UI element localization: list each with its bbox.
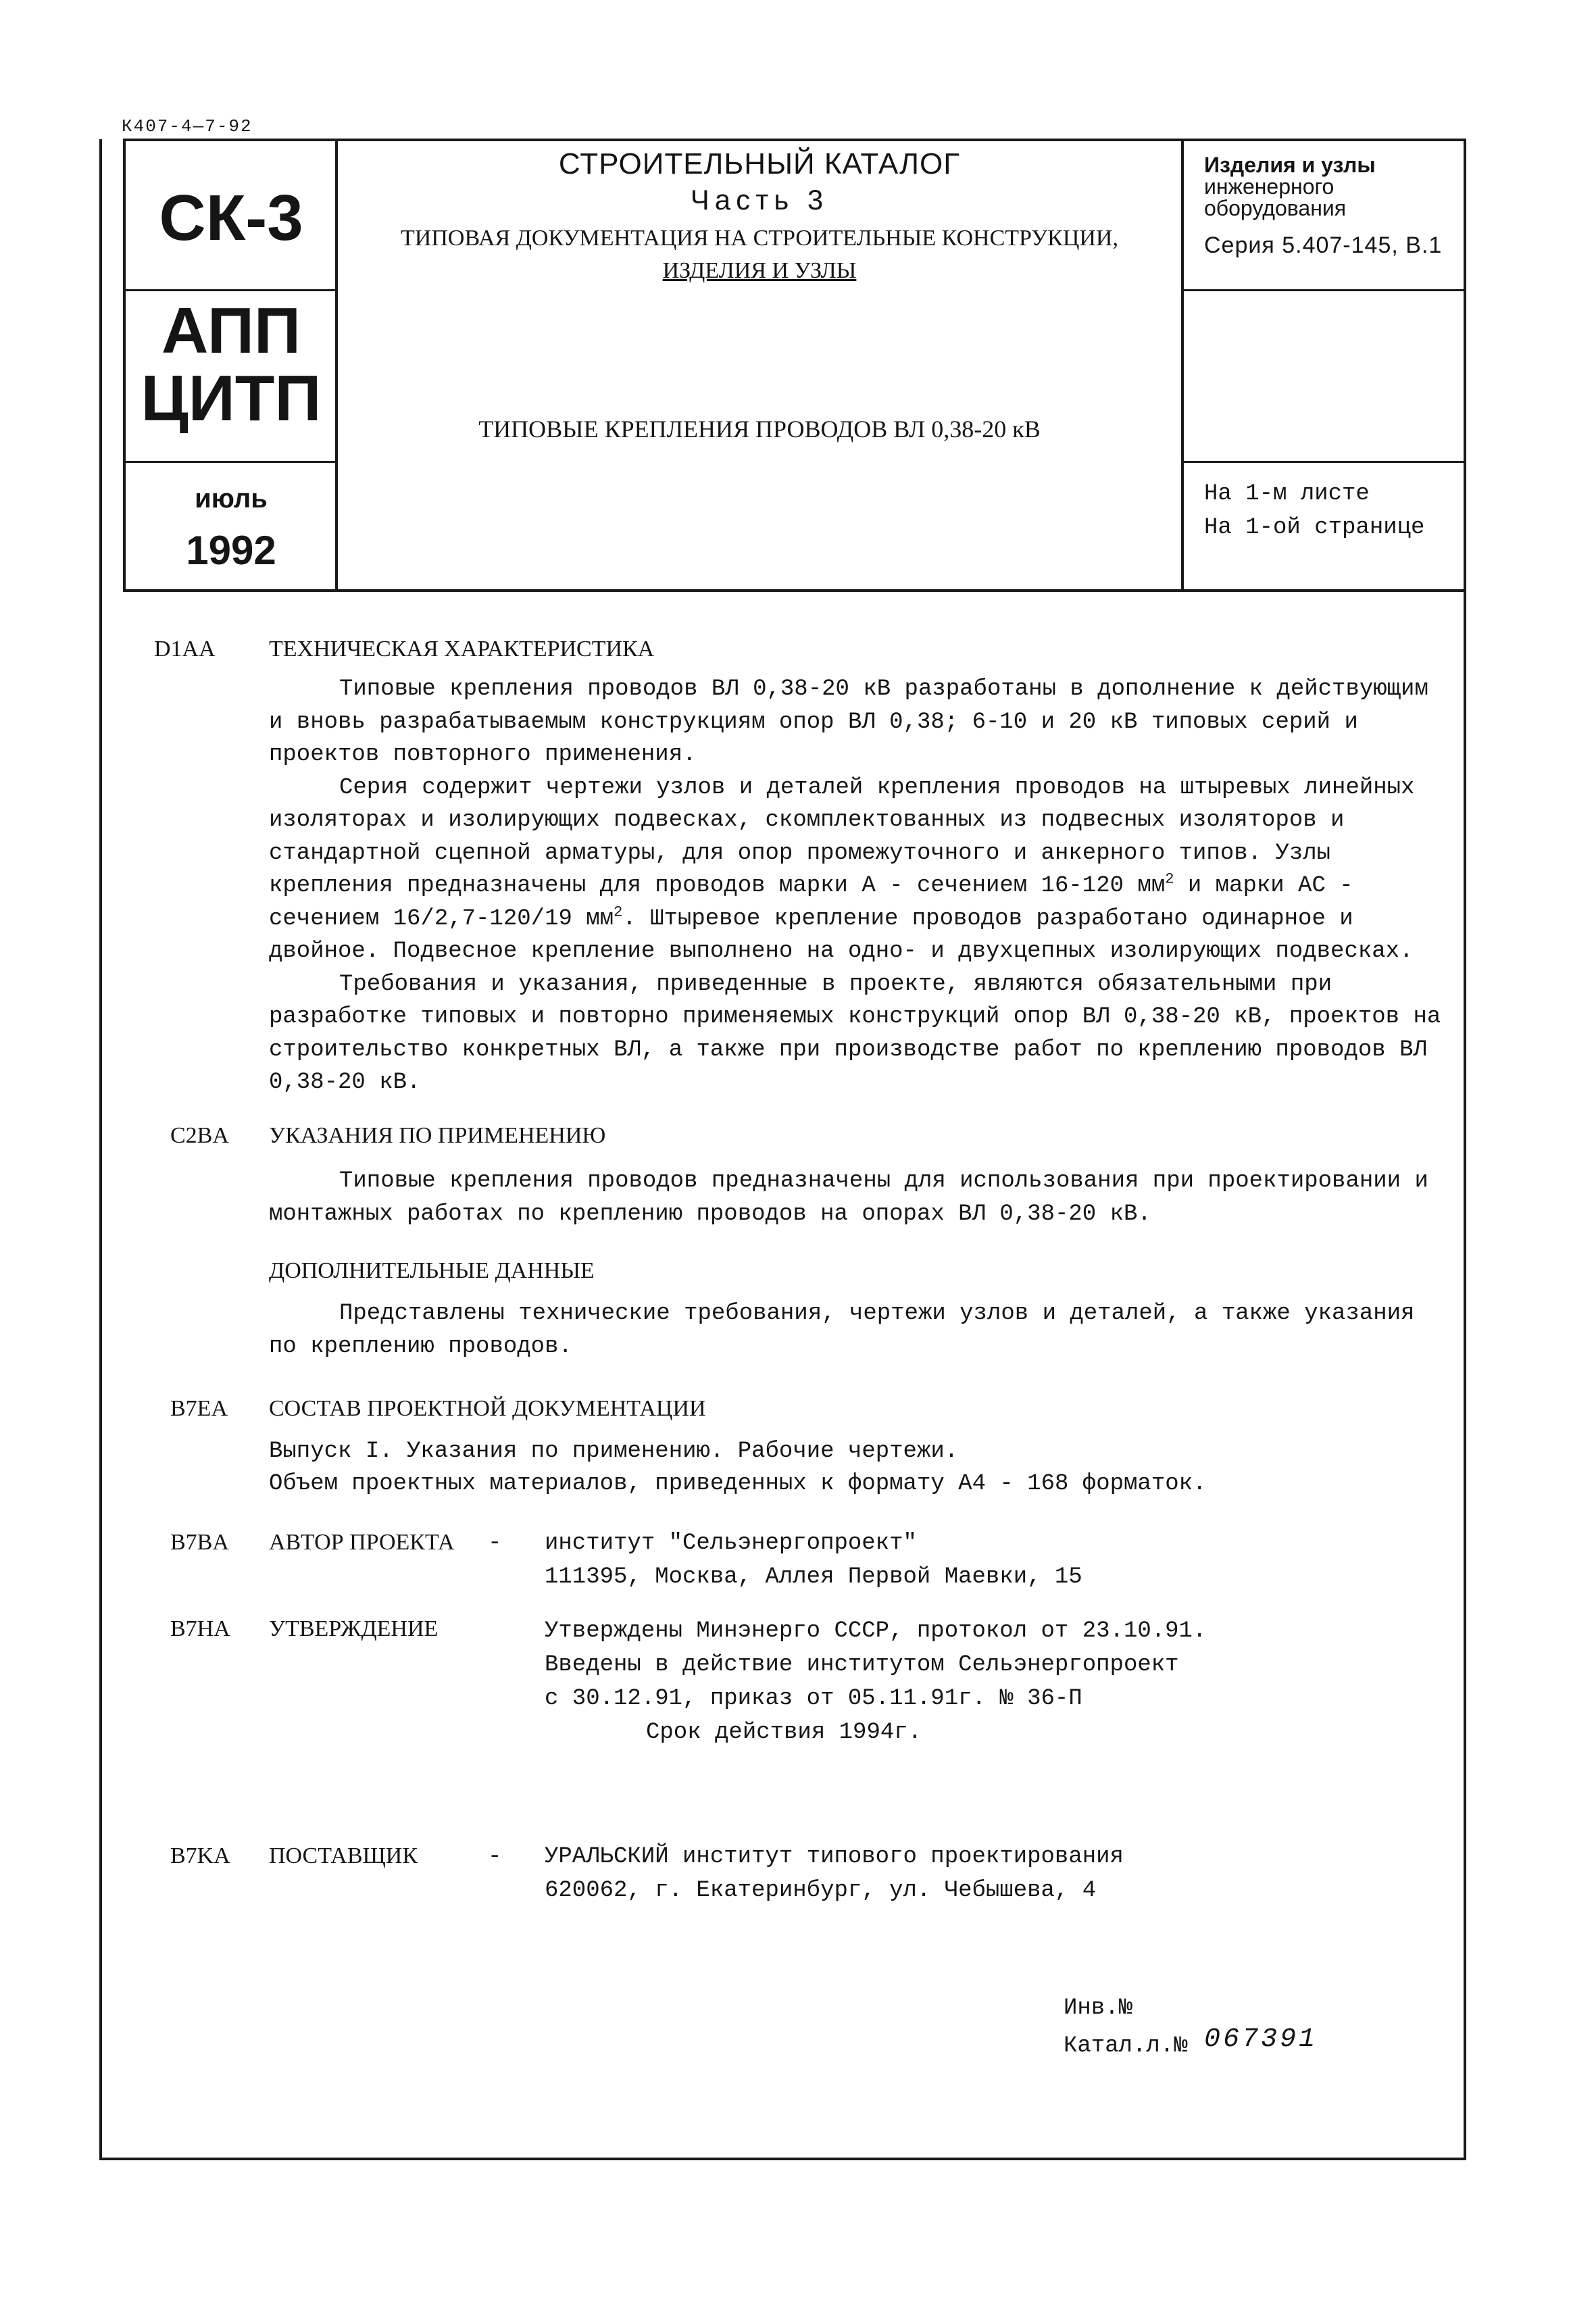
header-row2-right (1181, 461, 1465, 463)
year-label: 1992 (186, 528, 276, 573)
header-bottom (123, 589, 1466, 592)
header-row1-left (123, 289, 336, 291)
approval-line-1: Утверждены Минэнерго СССР, протокол от 23.10.91. (545, 1618, 1207, 1644)
usage-paragraph: Типовые крепления проводов предназначены для использования при проектировании и монтажных работах по креплению проводов на опорах ВЛ 0,38-20 кВ. (269, 1168, 1428, 1227)
tech-p2-part-c: . Штыревое крепление проводов разработано одинарное и двойное. Подвесное крепление выполнено на одно- и двухцепных изолирующих подвесках. (269, 905, 1414, 964)
section-title-author: АВТОР ПРОЕКТА (269, 1530, 455, 1555)
section-code-tech: D1AA (154, 637, 216, 662)
tech-paragraph-3: Требования и указания, приведенные в проекте, являются обязательными при разработке типовых и повторно применяемых конструкций опор ВЛ 0,38-20 кВ, проектов на строительство конкретных ВЛ, а также при производстве работ по креплению проводов ВЛ 0,38-20 кВ. (269, 971, 1441, 1095)
sk3-label: СК-3 (159, 182, 303, 254)
tech-p2-part-b: и марки АС - сечением 16/2,7-120/19 мм (269, 873, 1353, 932)
approval-line-3: с 30.12.91, приказ от 05.11.91г. № 36-П (545, 1686, 1082, 1712)
extra-paragraph: Представлены технические требования, чертежи узлов и деталей, а также указания по креплению проводов. (269, 1301, 1415, 1360)
docs-line-2: Объем проектных материалов, приведенных к формату А4 - 168 форматок. (269, 1471, 1207, 1497)
citp-label: ЦИТП (141, 362, 322, 434)
tech-p2-part-a: Серия содержит чертежи узлов и деталей крепления проводов на штыревых линейных изоляторах и изолирующих подвесках, скомплектованных из подвесных изоляторов и стандартной сцепной арматуры, для опор промежуточного и анкерного типов. Узлы крепления предназначены для проводов марки А - сечением 16-120 мм (269, 774, 1415, 899)
section-title-usage: УКАЗАНИЯ ПО ПРИМЕНЕНИЮ (269, 1123, 606, 1148)
frame-top (123, 139, 1466, 141)
series-label: Серия 5.407-145, В.1 (1204, 232, 1443, 258)
catalog-sheet-number: 067391 (1204, 2024, 1318, 2055)
product-type-1: Изделия и узлы (1204, 153, 1376, 177)
usage-paragraph-block (269, 1165, 1453, 1230)
section-title-tech: ТЕХНИЧЕСКАЯ ХАРАКТЕРИСТИКА (269, 637, 655, 662)
document-subject: ТИПОВЫЕ КРЕПЛЕНИЯ ПРОВОДОВ ВЛ 0,38-20 кВ (478, 416, 1041, 443)
frame-left (99, 139, 102, 2160)
app-label: АПП (161, 295, 301, 367)
catalog-subtitle-1: ТИПОВАЯ ДОКУМЕНТАЦИЯ НА СТРОИТЕЛЬНЫЕ КОНСТРУКЦИИ, (401, 226, 1118, 251)
catalog-part: Часть 3 (690, 184, 829, 216)
supplier-line-2: 620062, г. Екатеринбург, ул. Чебышева, 4 (545, 1878, 1097, 1903)
tech-paragraph-2 (269, 772, 1453, 968)
author-dash: - (488, 1530, 502, 1556)
catalog-sheet-label: Катал.л.№ (1064, 2033, 1188, 2059)
section-code-docs: B7EA (170, 1396, 228, 1421)
inventory-label: Инв.№ (1064, 1995, 1133, 2021)
product-type-2: инженерного (1204, 174, 1335, 199)
header-row2-left (123, 461, 336, 463)
section-title-extra: ДОПОЛНИТЕЛЬНЫЕ ДАННЫЕ (269, 1258, 595, 1283)
frame-bottom (99, 2158, 1466, 2160)
extra-paragraph-block (269, 1297, 1453, 1363)
page-count: На 1-ой странице (1204, 515, 1425, 541)
catalog-title: СТРОИТЕЛЬНЫЙ КАТАЛОГ (558, 147, 961, 180)
section-title-supplier: ПОСТАВЩИК (269, 1843, 418, 1868)
tech-p2-sup-1: 2 (1165, 870, 1174, 888)
month-label: июль (195, 484, 268, 514)
section-title-approval: УТВЕРЖДЕНИЕ (269, 1616, 439, 1641)
header-row1-right (1181, 289, 1465, 291)
supplier-line-1: УРАЛЬСКИЙ институт типового проектирования (545, 1844, 1124, 1870)
approval-line-4: Срок действия 1994г. (646, 1720, 922, 1745)
tech-paragraphs (269, 673, 1453, 1099)
product-type-3: оборудования (1204, 196, 1347, 220)
supplier-dash: - (488, 1844, 502, 1870)
tech-p2-sup-2: 2 (614, 903, 623, 921)
document-code: К407-4—7-92 (122, 116, 253, 136)
tech-paragraph-1: Типовые крепления проводов ВЛ 0,38-20 кВ разработаны в дополнение к действующим и вновь разрабатываемым конструкциям опор ВЛ 0,38; 6-10 и 20 кВ типовых серий и проектов повторного применения. (269, 676, 1428, 768)
sheet-count: На 1-м листе (1204, 481, 1370, 507)
catalog-subtitle-2: ИЗДЕЛИЯ И УЗЛЫ (662, 258, 857, 283)
author-line-1: институт "Сельэнергопроект" (545, 1530, 917, 1556)
docs-line-1: Выпуск I. Указания по применению. Рабочие чертежи. (269, 1439, 959, 1464)
section-code-supplier: B7KA (170, 1843, 230, 1868)
section-code-usage: C2BA (170, 1123, 229, 1148)
frame-right (1464, 139, 1466, 2158)
approval-line-2: Введены в действие институтом Сельэнергопроект (545, 1652, 1179, 1678)
section-code-approval: B7HA (170, 1616, 230, 1641)
section-code-author: B7BA (170, 1530, 229, 1555)
header-col3-divider (1181, 139, 1184, 591)
section-title-docs: СОСТАВ ПРОЕКТНОЙ ДОКУМЕНТАЦИИ (269, 1396, 706, 1421)
author-line-2: 111395, Москва, Аллея Первой Маевки, 15 (545, 1564, 1082, 1590)
